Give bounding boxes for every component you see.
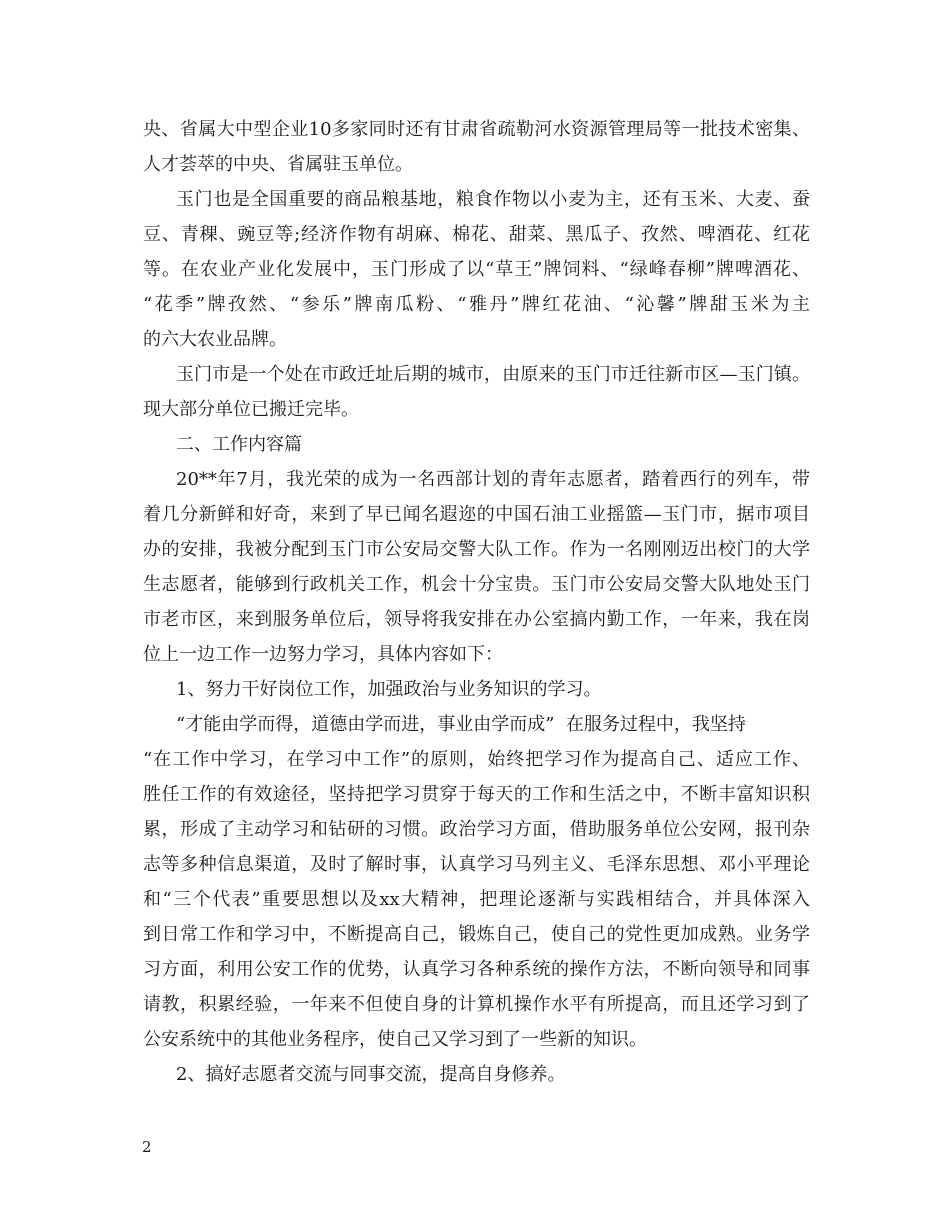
- section-heading: 二、工作内容篇: [176, 434, 302, 455]
- text-line: “花季”牌孜然、“参乐”牌南瓜粉、“雅丹”牌红花油、“沁馨”牌甜玉米为主: [143, 294, 810, 315]
- text-line: 请教，积累经验，一年来不但使自身的计算机操作水平有所提高，而且还学习到了: [143, 994, 810, 1015]
- text-line: 的六大农业品牌。: [143, 329, 287, 350]
- text-line: 位上一边工作一边努力学习，具体内容如下：: [143, 644, 503, 665]
- text-line: 玉门市是一个处在市政迁址后期的城市，由原来的玉门市迁往新市区—玉门镇。: [176, 364, 810, 385]
- text-line: 市老市区，来到服务单位后，领导将我安排在办公室搞内勤工作，一年来，我在岗: [143, 609, 810, 630]
- text-line: “才能由学而得，道德由学而进，事业由学而成” 在服务过程中，我坚持: [176, 714, 746, 735]
- text-line: “在工作中学习，在学习中工作”的原则，始终把学习作为提高自己、适应工作、: [143, 749, 810, 770]
- text-line: 现大部分单位已搬迁完毕。: [143, 399, 359, 420]
- text-line: 到日常工作和学习中，不断提高自己，锻炼自己，使自己的党性更加成熟。业务学: [143, 924, 810, 945]
- text-line: 办的安排，我被分配到玉门市公安局交警大队工作。作为一名刚刚迈出校门的大学: [143, 539, 810, 560]
- text-line: 生志愿者，能够到行政机关工作，机会十分宝贵。玉门市公安局交警大队地处玉门: [143, 574, 810, 595]
- text-line: 央、省属大中型企业10多家同时还有甘肃省疏勒河水资源管理局等一批技术密集、: [143, 119, 810, 140]
- text-line: 志等多种信息渠道，及时了解时事，认真学习马列主义、毛泽东思想、邓小平理论: [143, 854, 810, 875]
- text-line: 习方面，利用公安工作的优势，认真学习各种系统的操作方法，不断向领导和同事: [143, 959, 810, 980]
- subsection-heading: 2、搞好志愿者交流与同事交流，提高自身修养。: [176, 1064, 566, 1085]
- text-line: 公安系统中的其他业务程序，使自己又学习到了一些新的知识。: [143, 1029, 647, 1050]
- text-line: 20**年7月，我光荣的成为一名西部计划的青年志愿者，踏着西行的列车，带: [176, 469, 810, 490]
- text-line: 等。在农业产业化发展中，玉门形成了以“草王”牌饲料、“绿峰春柳”牌啤酒花、: [143, 259, 810, 280]
- body-text: [143, 112, 810, 1092]
- text-line: 人才荟萃的中央、省属驻玉单位。: [143, 154, 413, 175]
- text-line: 胜任工作的有效途径，坚持把学习贯穿于每天的工作和生活之中，不断丰富知识积: [143, 784, 810, 805]
- text-line: 豆、青稞、豌豆等;经济作物有胡麻、棉花、甜菜、黑瓜子、孜然、啤酒花、红花: [143, 224, 810, 245]
- text-line: 着几分新鲜和好奇，来到了早已闻名遐迩的中国石油工业摇篮—玉门市，据市项目: [143, 504, 810, 525]
- subsection-heading: 1、努力干好岗位工作，加强政治与业务知识的学习。: [176, 679, 602, 700]
- text-line: 累，形成了主动学习和钻研的习惯。政治学习方面，借助服务单位公安网，报刊杂: [143, 819, 810, 840]
- page-number: 2: [142, 1138, 152, 1156]
- text-line: 玉门也是全国重要的商品粮基地，粮食作物以小麦为主，还有玉米、大麦、蚕: [176, 189, 810, 210]
- text-line: 和“三个代表”重要思想以及xx大精神，把理论逐渐与实践相结合，并具体深入: [143, 889, 810, 910]
